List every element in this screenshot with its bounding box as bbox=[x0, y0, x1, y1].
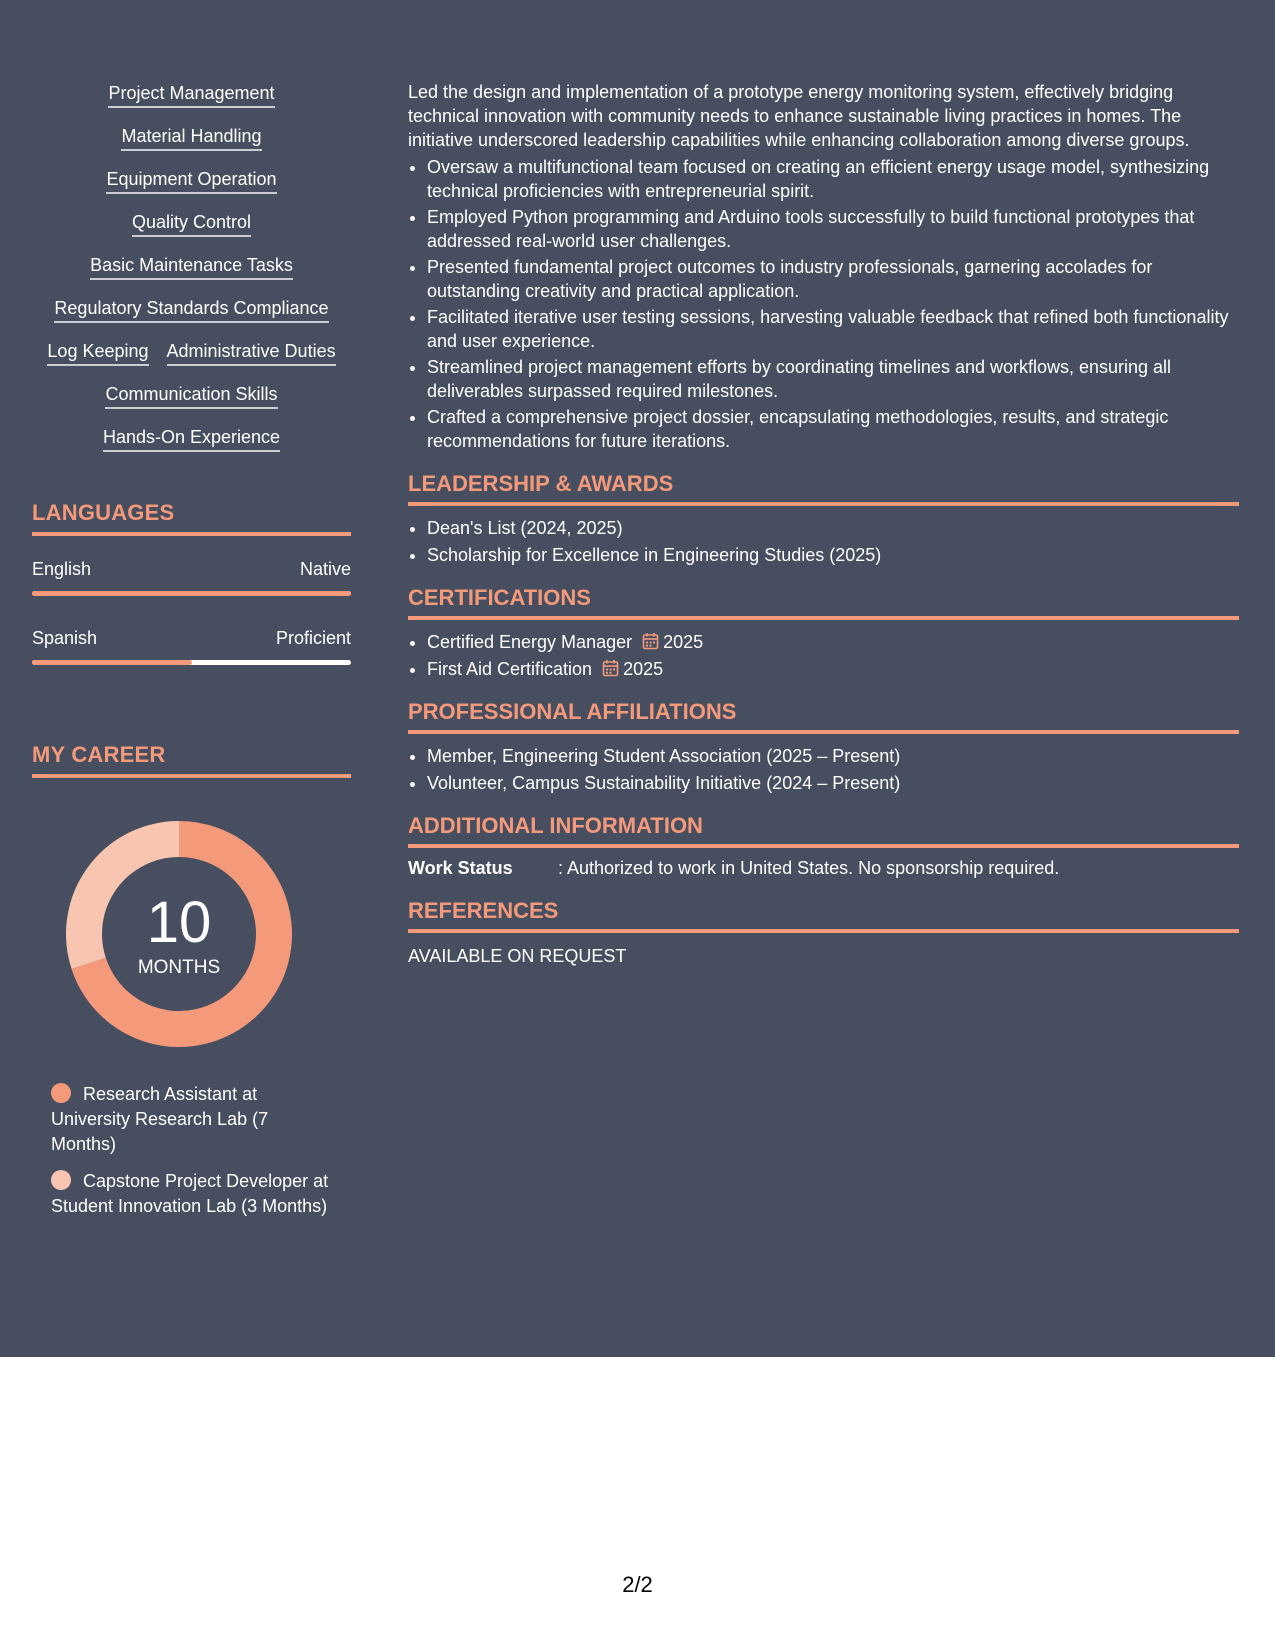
affiliation-item: • Volunteer, Campus Sustainability Initiative (2024 – Present) bbox=[427, 771, 1239, 795]
career-heading: MY CAREER bbox=[32, 742, 351, 778]
experience-bullet: • Employed Python programming and Arduino tools successfully to build functional prototypes that addressed real-world user challenges. bbox=[427, 205, 1239, 253]
skills-list bbox=[32, 82, 351, 452]
certifications-heading: CERTIFICATIONS bbox=[408, 585, 1239, 620]
affiliations-list bbox=[408, 744, 1239, 795]
skill-item: Communication Skills bbox=[105, 383, 277, 409]
experience-bullet: • Presented fundamental project outcomes to industry professionals, garnering accolades for outstanding creativity and practical application. bbox=[427, 255, 1239, 303]
references-text: AVAILABLE ON REQUEST bbox=[408, 946, 627, 966]
page-number: 2/2 bbox=[622, 1572, 653, 1597]
language-bar-fill bbox=[32, 591, 351, 596]
sidebar bbox=[32, 82, 351, 1231]
language-level: Native bbox=[299, 559, 351, 579]
skill-item: Regulatory Standards Compliance bbox=[54, 297, 328, 323]
leadership-heading: LEADERSHIP & AWARDS bbox=[408, 471, 1239, 506]
work-status-value: : Authorized to work in United States. No sponsorship required. bbox=[558, 858, 1060, 878]
skill-item: Basic Maintenance Tasks bbox=[90, 254, 293, 280]
language-level: Proficient bbox=[275, 628, 351, 648]
skill-item: Log Keeping bbox=[47, 340, 148, 366]
career-total-number: 10 bbox=[146, 890, 212, 955]
experience-bullets bbox=[408, 155, 1239, 453]
language-bar bbox=[32, 591, 351, 596]
skill-item: Hands-On Experience bbox=[103, 426, 280, 452]
donut-center bbox=[66, 821, 292, 1047]
main-content bbox=[408, 80, 1239, 968]
language-spanish bbox=[32, 627, 351, 665]
career-total-unit: MONTHS bbox=[137, 957, 221, 978]
skill-item: Quality Control bbox=[132, 211, 251, 237]
experience-bullet: • Crafted a comprehensive project dossier, encapsulating methodologies, results, and strategic recommendations for future iterations. bbox=[427, 405, 1239, 453]
experience-bullet: • Facilitated iterative user testing sessions, harvesting valuable feedback that refined both functionality and user experience. bbox=[427, 305, 1239, 353]
skill-item: Material Handling bbox=[121, 125, 261, 151]
experience-summary: Led the design and implementation of a prototype energy monitoring system, effectively bridging technical innovation with community needs to enhance sustainable living practices in homes. The initiative underscored leadership capabilities while enhancing collaboration among diverse groups. bbox=[408, 82, 1190, 150]
language-bar bbox=[32, 660, 351, 665]
experience-bullet: • Streamlined project management efforts by coordinating timelines and workflows, ensuring all deliverables surpassed required milestones. bbox=[427, 355, 1239, 403]
calendar-icon bbox=[602, 659, 619, 677]
leadership-item: • Dean's List (2024, 2025) bbox=[427, 516, 1239, 540]
skill-item: Administrative Duties bbox=[167, 340, 336, 366]
leadership-list bbox=[408, 516, 1239, 567]
certifications-list bbox=[408, 630, 1239, 681]
skill-item: Equipment Operation bbox=[106, 168, 276, 194]
calendar-icon bbox=[642, 632, 659, 650]
language-name: Spanish bbox=[32, 628, 98, 648]
leadership-item: • Scholarship for Excellence in Engineering Studies (2025) bbox=[427, 543, 1239, 567]
work-status bbox=[408, 856, 1239, 880]
experience-bullet: • Oversaw a multifunctional team focused on creating an efficient energy usage model, synthesizing technical proficiencies with entrepreneurial spirit. bbox=[427, 155, 1239, 203]
certification-year: 2025 bbox=[623, 659, 664, 679]
references-heading: REFERENCES bbox=[408, 898, 1239, 933]
affiliations-heading: PROFESSIONAL AFFILIATIONS bbox=[408, 699, 1239, 734]
career-legend bbox=[51, 1082, 331, 1219]
legend-dot bbox=[51, 1170, 71, 1190]
skill-item: Project Management bbox=[108, 82, 274, 108]
work-status-label: Work Status bbox=[408, 858, 513, 878]
legend-label: Capstone Project Developer at Student Innovation Lab (3 Months) bbox=[51, 1171, 329, 1216]
legend-dot bbox=[51, 1083, 71, 1103]
career-donut-chart bbox=[66, 821, 292, 1047]
career-legend-item bbox=[51, 1169, 331, 1219]
language-english bbox=[32, 558, 351, 596]
languages-heading: LANGUAGES bbox=[32, 500, 351, 536]
certification-year: 2025 bbox=[663, 632, 704, 652]
certification-item bbox=[427, 657, 1239, 681]
additional-heading: ADDITIONAL INFORMATION bbox=[408, 813, 1239, 848]
language-name: English bbox=[32, 559, 92, 579]
career-legend-item bbox=[51, 1082, 331, 1157]
language-bar-fill bbox=[32, 660, 192, 665]
affiliation-item: • Member, Engineering Student Association (2025 – Present) bbox=[427, 744, 1239, 768]
legend-label: Research Assistant at University Research Lab (7 Months) bbox=[51, 1084, 269, 1154]
certification-name: Certified Energy Manager bbox=[427, 632, 633, 652]
certification-name: First Aid Certification bbox=[427, 659, 593, 679]
certification-item bbox=[427, 630, 1239, 654]
